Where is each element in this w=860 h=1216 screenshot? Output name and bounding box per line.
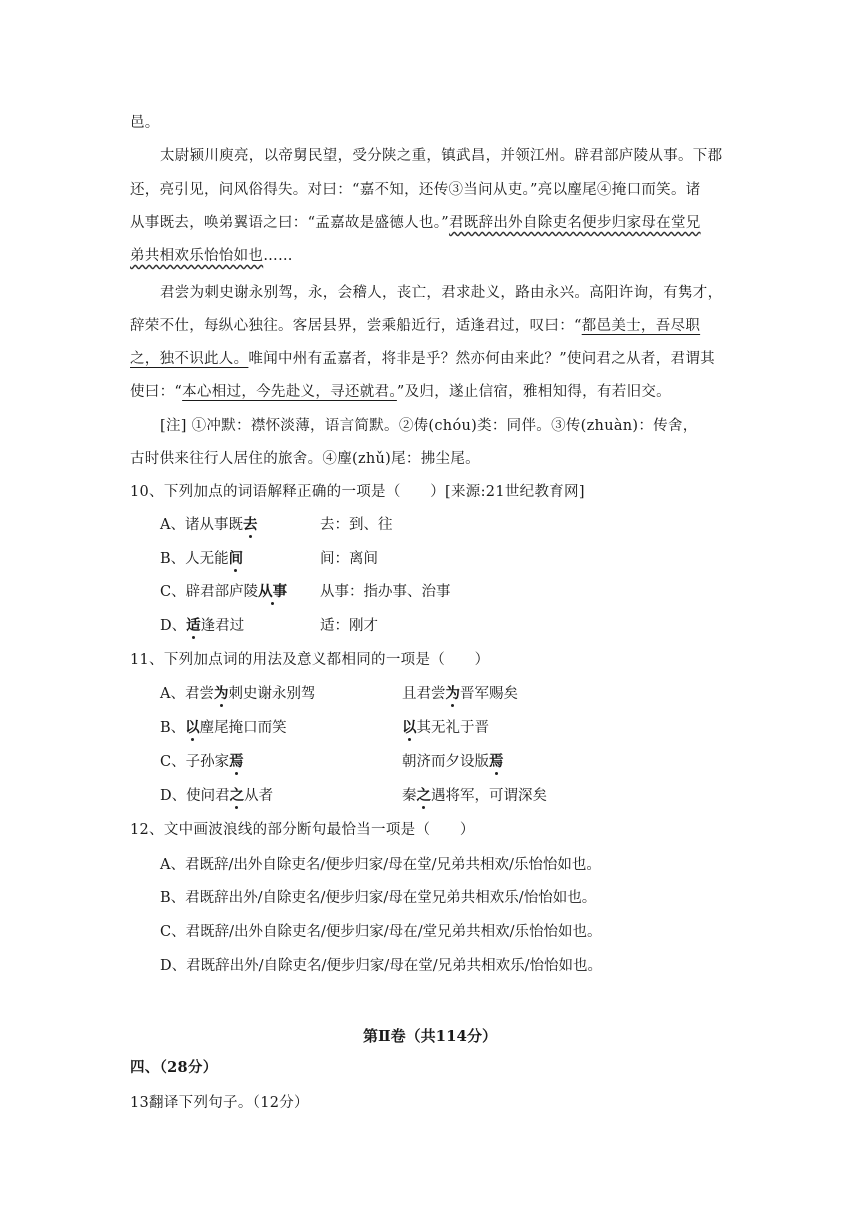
- note-line: 古时供来往行人居住的旅舍。④麈(zhǔ)尾：拂尘尾。: [130, 451, 480, 467]
- underlined-text: 都邑美士，吾尽职: [581, 318, 701, 334]
- underlined-text: 本心相过，今先赴义，寻还就君。: [182, 384, 397, 400]
- passage-text: ”及归，遂止信宿，雅相知得，有若旧交。: [396, 384, 671, 400]
- q10-option-d: D、适逢君过: [160, 617, 245, 634]
- passage-text: 唯闻中州有孟嘉者，将非是乎？然亦何由来此？”使问君之从者，君谓其: [248, 351, 715, 367]
- question-11-stem: 11、下列加点词的用法及意义都相同的一项是（ ）: [130, 652, 490, 668]
- q12-option-c: C、君既辞/出外自除吏名/便步归家/母在/堂兄弟共相欢/乐怡怡如也。: [160, 924, 602, 940]
- q12-option-d: D、君既辞出外/自除吏名/便步归家/母在堂/兄弟共相欢乐/怡怡如也。: [160, 958, 603, 974]
- q11-option-a-compare: 且君尝为晋军赐矣: [402, 685, 518, 702]
- question-12-stem: 12、文中画波浪线的部分断句最恰当一项是（ ）: [130, 822, 475, 838]
- underlined-text: 之，独不识此人。: [130, 351, 249, 367]
- q12-option-b: B、君既辞出外/自除吏名/便步归家/母在堂兄弟共相欢乐/怡怡如也。: [160, 890, 597, 906]
- question-10-stem: 10、下列加点的词语解释正确的一项是（ ）[来源:21世纪教育网]: [130, 484, 585, 500]
- passage-line: [130, 349, 715, 369]
- passage-line: [130, 382, 671, 402]
- q12-option-a: A、君既辞/出外自除吏名/便步归家/母在堂/兄弟共相欢/乐怡怡如也。: [160, 857, 601, 873]
- passage-text: ……: [263, 248, 293, 264]
- passage-line: [130, 246, 293, 266]
- q11-option-d: D、使问君之从者: [160, 787, 274, 804]
- passage-line: 君尝为刺史谢永别驾，永，会稽人，丧亡，君求赴义，路由永兴。高阳许询，有隽才，: [160, 285, 723, 301]
- wavy-underlined-text: 弟共相欢乐怡怡如也: [130, 248, 264, 264]
- q11-option-a: A、君尝为刺史谢永别驾: [160, 685, 316, 702]
- section-heading: 四、（28分）: [130, 1059, 218, 1076]
- q11-option-c-compare: 朝济而夕设版焉: [402, 753, 504, 770]
- passage-line: [130, 316, 700, 336]
- q10-option-a: A、诸从事既去: [160, 516, 258, 533]
- passage-line: 还，亮引见，问风俗得失。对曰：“嘉不知，还传③当问从吏。”亮以麈尾④掩口而笑。诸: [130, 182, 701, 198]
- q10-option-a-gloss: 去：到、往: [320, 517, 393, 533]
- q10-option-b: B、人无能间: [160, 550, 244, 567]
- q11-option-d-compare: 秦之遇将军，可谓深矣: [402, 787, 547, 804]
- q10-option-b-gloss: 间：离间: [320, 551, 378, 567]
- passage-text: 辞荣不仕，每纵心独往。客居县界，尝乘船近行，适逢君过，叹曰：“: [130, 318, 582, 334]
- q10-option-c-gloss: 从事：指办事、治事: [320, 584, 451, 600]
- q11-option-c: C、子孙家焉: [160, 753, 244, 770]
- q10-option-c: C、辟君部庐陵从事: [160, 583, 288, 600]
- q11-option-b: B、以麈尾掩口而笑: [160, 719, 287, 736]
- passage-text: 使曰：“: [130, 384, 183, 400]
- passage-line: [130, 213, 701, 233]
- passage-text: 从事既去，唤弟翼语之曰：“孟嘉故是盛德人也。”: [130, 215, 449, 231]
- passage-line: 太尉颍川庾亮，以帝舅民望，受分陕之重，镇武昌，并领江州。辟君部庐陵从事。下郡: [160, 148, 723, 164]
- q11-option-b-compare: 以其无礼于晋: [402, 719, 489, 736]
- q10-option-d-gloss: 适：刚才: [320, 618, 378, 634]
- passage-line: 邑。: [130, 115, 160, 131]
- wavy-underlined-text: 君既辞出外自除吏名便步归家母在堂兄: [448, 215, 701, 231]
- question-13-stem: 13翻译下列句子。（12分）: [130, 1095, 309, 1111]
- note-line: [注] ①冲默：襟怀淡薄，语言简默。②俦(chóu)类：同伴。③传(zhuàn)：传舍，: [160, 418, 698, 434]
- part-2-title: 第Ⅱ卷（共114分）: [363, 1027, 497, 1045]
